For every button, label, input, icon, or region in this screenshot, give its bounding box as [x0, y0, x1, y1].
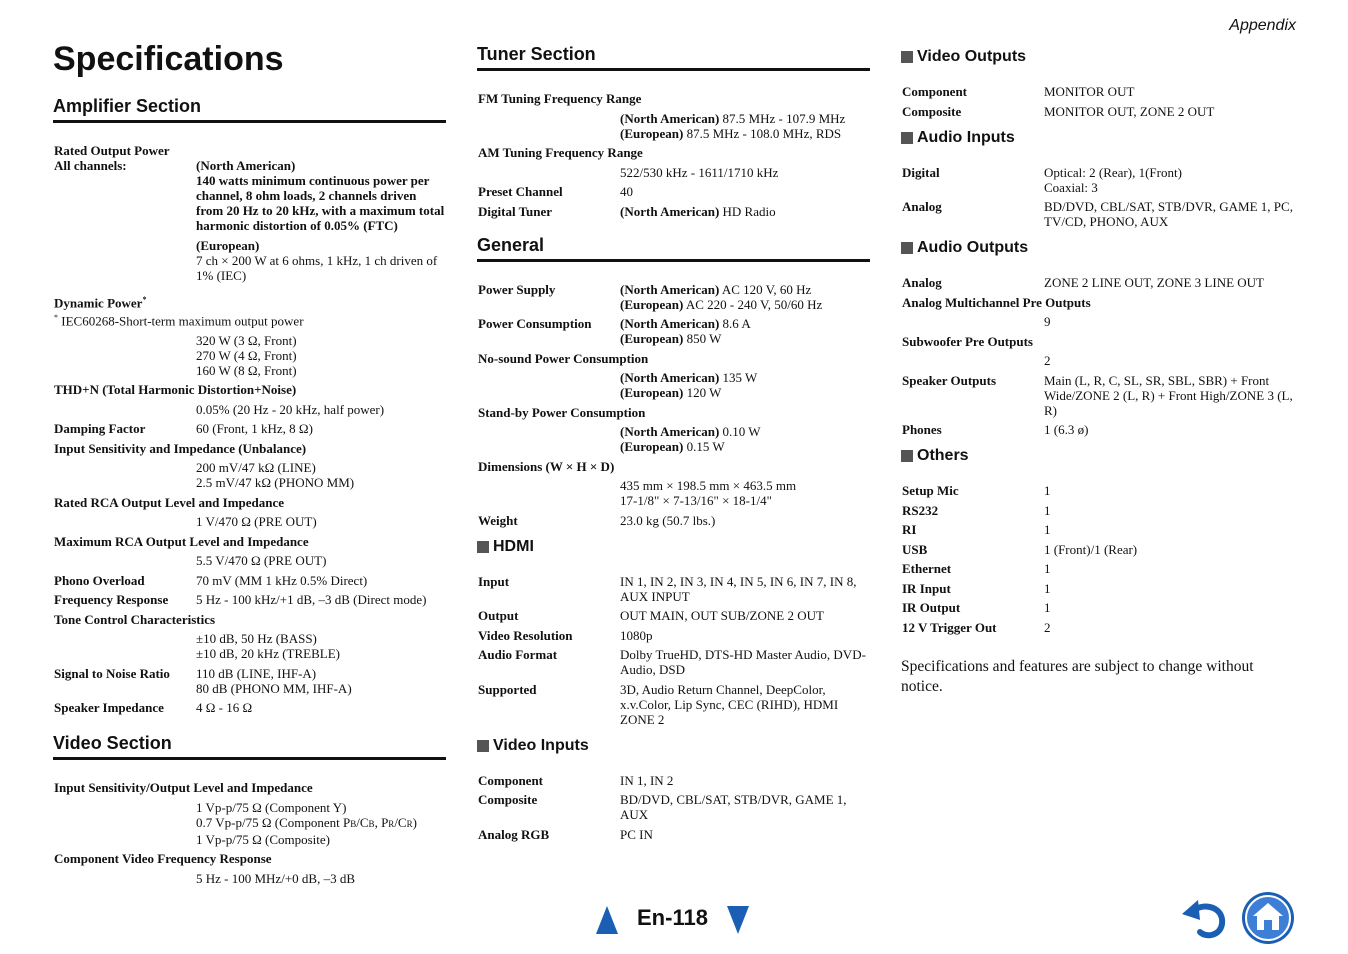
square-bullet-icon [901, 450, 913, 462]
video-inputs-heading: Video Inputs [477, 737, 870, 755]
spec-value: 70 mV (MM 1 kHz 0.5% Direct) [196, 572, 368, 588]
spec-row-thd [53, 402, 446, 417]
spec-row-power-consumption [477, 316, 870, 346]
spec-label: Phono Overload [54, 572, 145, 588]
spec-label: Stand-by Power Consumption [478, 404, 646, 420]
column-middle [477, 44, 870, 846]
spec-value: 1080p [620, 627, 653, 643]
spec-label: Component [478, 772, 544, 788]
spec-row-damping [53, 421, 446, 436]
spec-label: Input Sensitivity/Output Level and Impedance [54, 780, 313, 796]
video-section-heading: Video Section [53, 733, 446, 760]
spec-label: Phones [902, 422, 942, 437]
spec-row-input-sensitivity [53, 460, 446, 490]
spec-value: 4 Ω - 16 Ω [196, 700, 253, 716]
spec-value-text: ±10 dB, 50 Hz (BASS) [196, 631, 317, 647]
spec-label: Composite [902, 103, 962, 119]
spec-value-text: 1 Vp-p/75 Ω (Composite) [196, 831, 330, 847]
spec-value: (North American) AC 120 V, 60 Hz (European) AC 220 - 240 V, 50/60 Hz [620, 281, 823, 312]
spacer [53, 460, 196, 490]
spec-label: All channels: [54, 158, 127, 173]
spec-label: Rated Output Power [54, 143, 170, 158]
spec-value: 9 [1044, 314, 1051, 329]
spec-row-subwoofer [901, 353, 1296, 368]
spec-value-text: 270 W (4 Ω, Front) [196, 347, 297, 363]
spec-row-multichannel [901, 314, 1296, 329]
spec-value: 40 [620, 184, 633, 199]
region-label: (North American) [196, 158, 296, 173]
spec-value [196, 333, 446, 378]
spec-label: USB [902, 541, 928, 557]
spec-value: (North American) 135 W (European) 120 W [620, 370, 758, 400]
spec-row-phono [53, 573, 446, 588]
spec-value [196, 800, 446, 847]
hdmi-heading: HDMI [477, 538, 870, 556]
footnote: * IEC60268-Short-term maximum output power [54, 312, 304, 329]
spec-value [196, 460, 446, 490]
spec-row-vin-component [477, 773, 870, 788]
spec-value: IN 1, IN 2, IN 3, IN 4, IN 5, IN 6, IN 7, IN 8, AUX INPUT [620, 573, 857, 604]
spec-label: 12 V Trigger Out [902, 619, 997, 635]
spacer [901, 314, 1044, 329]
square-bullet-icon [901, 132, 913, 144]
spacer [477, 111, 620, 141]
spec-label: Composite [478, 792, 538, 807]
spec-row-other [901, 542, 1296, 557]
column-right [901, 44, 1296, 697]
spec-label: THD+N (Total Harmonic Distortion+Noise) [54, 382, 297, 398]
spec-label: Component Video Frequency Response [54, 851, 272, 867]
spec-label: Power Supply [478, 281, 556, 297]
spec-value-text: 140 watts minimum continuous power per channel, 8 ohm loads, 2 channels driven from 20 Hz to 20 kHz, with a maximum total harmonic distortion of 0.05% (FTC) [196, 173, 445, 233]
spec-value-text: 200 mV/47 kΩ (LINE) [196, 460, 316, 476]
spec-label: Component [902, 84, 968, 99]
spec-value-text: 320 W (3 Ω, Front) [196, 332, 297, 348]
spec-value [196, 666, 446, 696]
spec-row-hdmi-format [477, 647, 870, 677]
others-heading: Others [901, 447, 1296, 465]
spec-label: Tone Control Characteristics [54, 611, 216, 627]
spec-value-text: 0.7 Vp-p/75 Ω (Component PB/CB, PR/CR) [196, 814, 417, 830]
spec-label: Maximum RCA Output Level and Impedance [54, 533, 309, 549]
spec-value: (North American) 0.10 W (European) 0.15 W [620, 424, 761, 454]
spec-row-video-sensitivity [53, 800, 446, 847]
spec-row-frequency [53, 592, 446, 607]
spec-value: 1 (6.3 ø) [1044, 422, 1089, 437]
back-arrow-icon[interactable] [1180, 896, 1230, 940]
spec-value: 23.0 kg (50.7 lbs.) [620, 512, 716, 528]
spec-label: Power Consumption [478, 316, 592, 331]
spec-label: Frequency Response [54, 592, 169, 608]
region-label: (European) [196, 237, 260, 253]
spec-row-tone [53, 631, 446, 661]
spec-value-text: 7 ch × 200 W at 6 ohms, 1 kHz, 1 ch driven of 1% (IEC) [196, 252, 438, 283]
spec-label: Setup Mic [902, 483, 959, 498]
page-title: Specifications [53, 40, 284, 78]
spec-value-text: ±10 dB, 20 kHz (TREBLE) [196, 646, 340, 662]
spec-row-vout-composite [901, 104, 1296, 119]
spec-row-other [901, 620, 1296, 635]
square-bullet-icon [477, 541, 489, 553]
spec-row-ain-analog [901, 199, 1296, 229]
spec-label: Signal to Noise Ratio [54, 665, 170, 681]
spec-value: ZONE 2 LINE OUT, ZONE 3 LINE OUT [1044, 275, 1264, 290]
spec-value: MONITOR OUT, ZONE 2 OUT [1044, 103, 1215, 119]
spec-value-text: 160 W (8 Ω, Front) [196, 362, 297, 378]
spec-label: IR Input [902, 580, 951, 596]
spec-row-digital-tuner [477, 204, 870, 219]
spacer [901, 353, 1044, 368]
spec-value: 1 V/470 Ω (PRE OUT) [196, 514, 317, 530]
spec-value: Dolby TrueHD, DTS-HD Master Audio, DVD-Audio, DSD [620, 647, 866, 677]
spacer [53, 333, 196, 378]
spec-label: Digital Tuner [478, 203, 553, 219]
spacer [53, 402, 196, 417]
square-bullet-icon [477, 740, 489, 752]
spec-row-dynamic-power [53, 333, 446, 378]
spec-row-other [901, 483, 1296, 498]
spec-value: 1 [1044, 600, 1051, 615]
spec-value: 5.5 V/470 Ω (PRE OUT) [196, 553, 327, 569]
spec-row-hdmi-supported [477, 682, 870, 727]
spec-row-fm [477, 111, 870, 141]
spec-row-rated-output [53, 158, 446, 233]
spec-row-weight [477, 513, 870, 528]
spacer [477, 424, 620, 454]
spec-value [196, 158, 446, 233]
spec-row-vin-rgb [477, 827, 870, 842]
amplifier-section-heading: Amplifier Section [53, 96, 446, 123]
spacer [53, 514, 196, 529]
spec-row-speaker-outputs [901, 373, 1296, 418]
spec-row-max-rca [53, 553, 446, 568]
spec-label: Speaker Outputs [902, 372, 997, 388]
spec-value: 1 [1044, 502, 1051, 518]
spec-row-hdmi-output [477, 608, 870, 623]
previous-page-arrow-icon[interactable] [596, 906, 618, 934]
spec-row-other [901, 561, 1296, 576]
spec-label: RS232 [902, 502, 939, 518]
spec-value: 1 [1044, 580, 1051, 596]
spec-value: Optical: 2 (Rear), 1(Front) Coaxial: 3 [1044, 164, 1182, 195]
spec-label: Analog RGB [478, 826, 550, 842]
spec-value: BD/DVD, CBL/SAT, STB/DVR, GAME 1, AUX [620, 792, 847, 822]
spec-label: No-sound Power Consumption [478, 350, 649, 366]
spacer [53, 631, 196, 661]
spec-row-hdmi-input [477, 574, 870, 604]
spec-label: Input [478, 573, 510, 589]
spec-label: Analog [902, 275, 942, 290]
spec-value: Main (L, R, C, SL, SR, SBL, SBR) + Front Wide/ZONE 2 (L, R) + Front High/ZONE 3 (L, R) [1044, 372, 1293, 418]
spec-row-phones [901, 422, 1296, 437]
spec-row-no-sound [477, 370, 870, 400]
spec-label: RI [902, 522, 917, 537]
spec-label: IR Output [902, 600, 961, 615]
spec-label: AM Tuning Frequency Range [478, 145, 643, 160]
spec-label: Analog Multichannel Pre Outputs [902, 294, 1091, 310]
spacer [477, 165, 620, 180]
square-bullet-icon [901, 242, 913, 254]
spec-row-hdmi-resolution [477, 628, 870, 643]
spec-row-power-supply [477, 282, 870, 312]
spec-label: Video Resolution [478, 627, 573, 643]
spec-label: Digital [902, 164, 940, 180]
spec-row-rated-output-eu [53, 238, 446, 283]
spec-value: 1 (Front)/1 (Rear) [1044, 541, 1138, 557]
others-list [901, 483, 1296, 635]
spec-label: Audio Format [478, 647, 558, 662]
spec-label: Dimensions (W × H × D) [478, 458, 615, 474]
page-navigation [596, 902, 749, 934]
spec-value: 0.05% (20 Hz - 20 kHz, half power) [196, 401, 385, 417]
spec-value: 1 [1044, 522, 1051, 537]
spec-label: Rated RCA Output Level and Impedance [54, 494, 285, 510]
spec-label: Damping Factor [54, 421, 146, 437]
spec-value: 5 Hz - 100 MHz/+0 dB, –3 dB [196, 870, 355, 886]
spec-value: 1 [1044, 561, 1051, 576]
spec-label: Ethernet [902, 561, 952, 576]
spec-value: 60 (Front, 1 kHz, 8 Ω) [196, 421, 313, 437]
spec-label: Input Sensitivity and Impedance (Unbalance) [54, 440, 307, 456]
spec-value: BD/DVD, CBL/SAT, STB/DVR, GAME 1, PC, TV/CD, PHONO, AUX [1044, 199, 1293, 229]
spec-row-impedance [53, 700, 446, 715]
spec-row-vout-component [901, 84, 1296, 99]
general-section-heading: General [477, 235, 870, 262]
spec-value: 5 Hz - 100 kHz/+1 dB, –3 dB (Direct mode) [196, 592, 427, 608]
spacer [477, 370, 620, 400]
spec-row-rca [53, 514, 446, 529]
spec-value-text: 110 dB (LINE, IHF-A) [196, 665, 317, 681]
spec-value: IN 1, IN 2 [620, 772, 674, 788]
spec-value: (North American) HD Radio [620, 203, 776, 219]
audio-outputs-heading: Audio Outputs [901, 239, 1296, 257]
page-number: En-118 [637, 905, 708, 930]
spec-row-vin-composite [477, 792, 870, 822]
spec-row-other [901, 581, 1296, 596]
spec-value: PC IN [620, 826, 653, 842]
spec-label: Analog [902, 199, 942, 214]
spec-label: Speaker Impedance [54, 700, 164, 716]
spec-value [196, 238, 446, 283]
spec-label: Preset Channel [478, 184, 563, 199]
spacer [53, 238, 196, 283]
spec-row-preset [477, 184, 870, 199]
spec-value: (North American) 87.5 MHz - 107.9 MHz (European) 87.5 MHz - 108.0 MHz, RDS [620, 110, 846, 141]
spec-value-text: 1 Vp-p/75 Ω (Component Y) [196, 799, 347, 815]
spec-label: FM Tuning Frequency Range [478, 91, 642, 106]
spacer [53, 871, 196, 886]
spec-row-snr [53, 666, 446, 696]
section-label: Appendix [1229, 17, 1296, 34]
notice-text: Specifications and features are subject to change without notice. [901, 657, 1254, 695]
spec-value: MONITOR OUT [1044, 84, 1135, 99]
spec-value: 3D, Audio Return Channel, DeepColor, x.v.Color, Lip Sync, CEC (RIHD), HDMI ZONE 2 [620, 681, 839, 727]
spec-row-other [901, 600, 1296, 615]
video-outputs-heading: Video Outputs [901, 48, 1296, 66]
spec-row-other [901, 522, 1296, 537]
spec-row-ain-digital [901, 165, 1296, 195]
spec-value: 435 mm × 198.5 mm × 463.5 mm 17-1/8" × 7-13/16" × 18-1/4" [620, 478, 797, 508]
spec-label: Dynamic Power* [54, 294, 147, 310]
spec-row-standby [477, 424, 870, 454]
spec-label: Weight [478, 512, 518, 528]
spec-row-other [901, 503, 1296, 518]
spec-label: Subwoofer Pre Outputs [902, 333, 1033, 349]
spec-row-dimensions [477, 478, 870, 508]
tuner-section-heading: Tuner Section [477, 44, 870, 71]
spec-row-video-frequency [53, 871, 446, 886]
column-left [53, 96, 446, 890]
spacer [53, 800, 196, 847]
spec-value: 2 [1044, 353, 1051, 368]
spec-value: 2 [1044, 619, 1051, 635]
square-bullet-icon [901, 51, 913, 63]
home-icon[interactable] [1241, 891, 1295, 945]
spec-row-aout-analog [901, 275, 1296, 290]
next-page-arrow-icon[interactable] [727, 906, 749, 934]
spec-row-am [477, 165, 870, 180]
spacer [477, 478, 620, 508]
spec-label: Output [478, 608, 519, 623]
spec-value: (North American) 8.6 A (European) 850 W [620, 316, 751, 346]
spacer [53, 553, 196, 568]
spec-value: 1 [1044, 483, 1051, 498]
audio-inputs-heading: Audio Inputs [901, 129, 1296, 147]
spec-value [196, 631, 446, 661]
spec-value-text: 2.5 mV/47 kΩ (PHONO MM) [196, 475, 355, 491]
spec-label: Supported [478, 681, 537, 697]
spec-value-text: 80 dB (PHONO MM, IHF-A) [196, 680, 352, 696]
spec-value: 522/530 kHz - 1611/1710 kHz [620, 164, 779, 180]
spec-value: OUT MAIN, OUT SUB/ZONE 2 OUT [620, 608, 824, 623]
